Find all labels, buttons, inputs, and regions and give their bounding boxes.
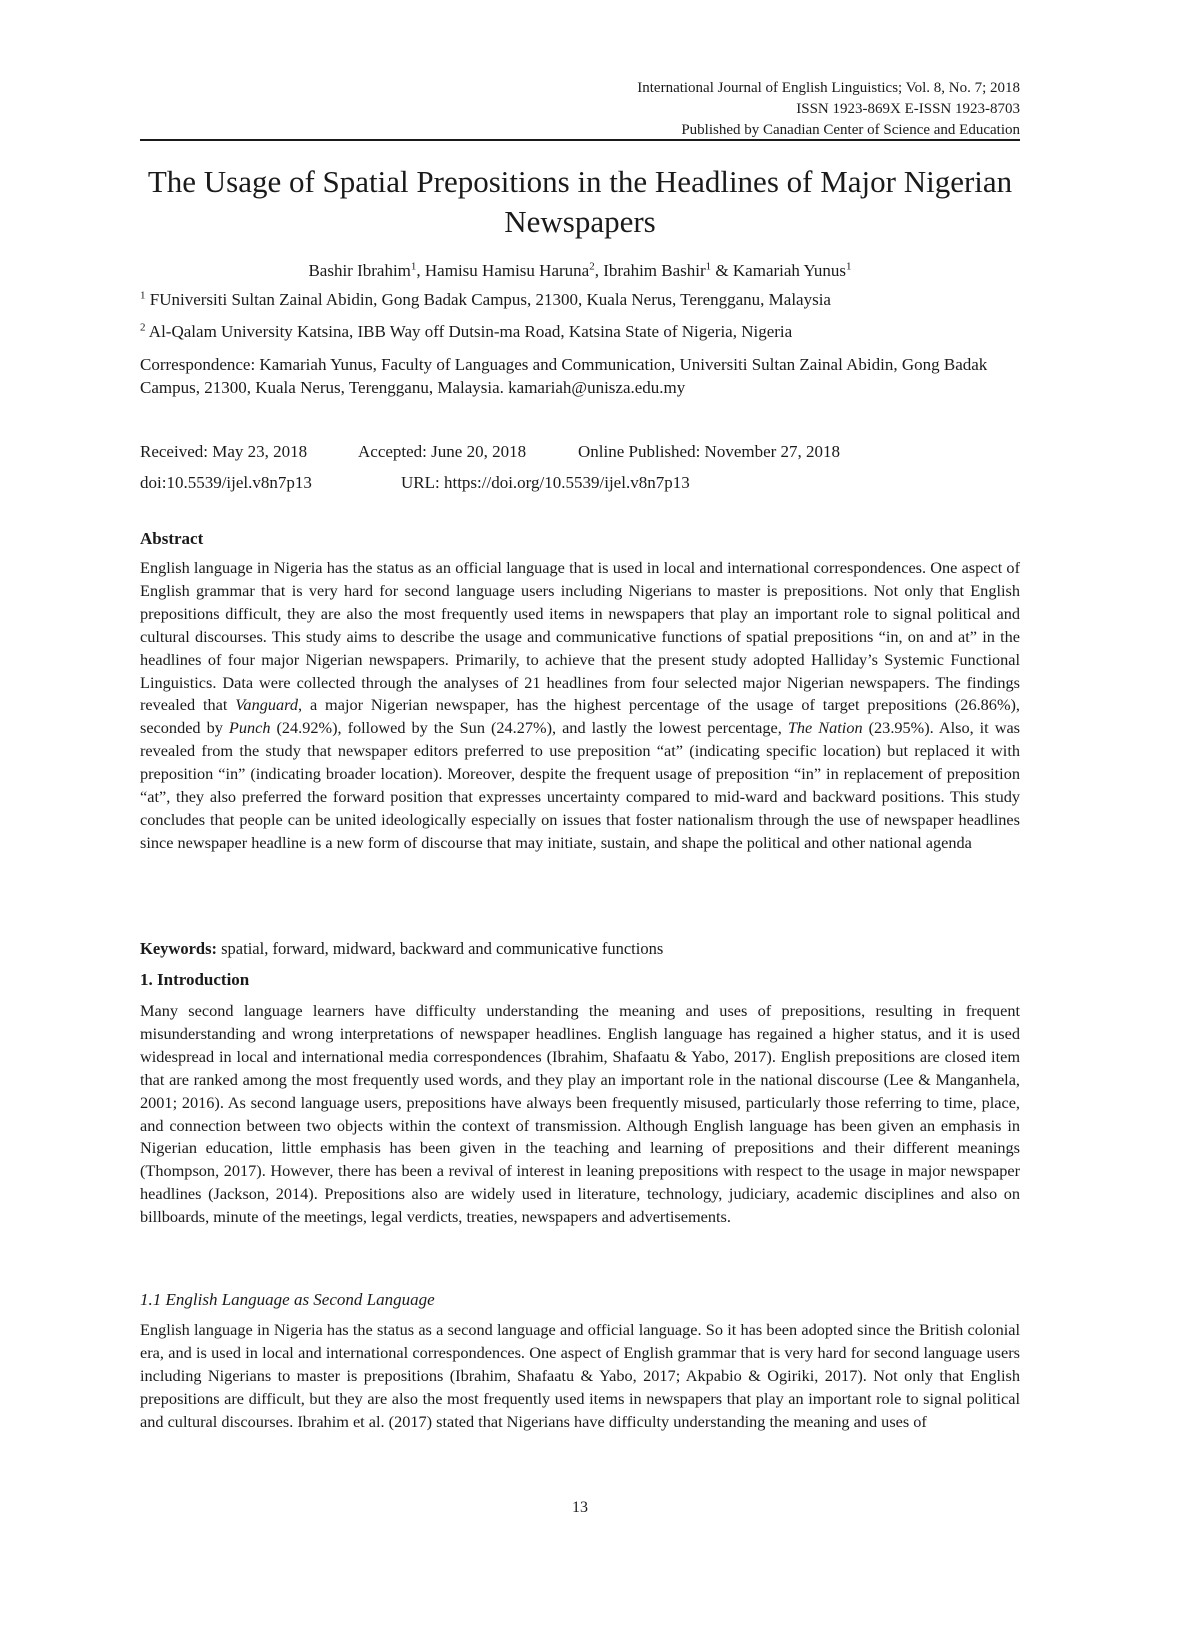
author-affil-mark: 1	[846, 260, 852, 273]
newspaper-name: Vanguard	[235, 695, 299, 715]
publication-dates	[140, 440, 1020, 464]
subsection-heading: 1.1 English Language as Second Language	[140, 1290, 435, 1309]
newspaper-name: The Nation	[787, 718, 863, 738]
abstract-text: (23.95%). Also, it was revealed from the study that newspaper editors preferred to use preposition “at” (indicating specific location) but replaced it with preposition “in” (indicating broader location). Moreover, despite the frequent usage of preposition “in” in replacement of preposition “at”, they also preferred the forward position that expresses uncertainty compared to mid-ward and backward positions. This study concludes that people can be united ideologically especially on issues that foster nationalism through the use of newspaper headlines since newspaper headline is a new form of discourse that may initiate, sustain, and shape the political and other national agenda	[140, 718, 1021, 852]
author-affil-mark: 2	[589, 260, 595, 273]
accepted-date: Accepted: June 20, 2018	[358, 442, 527, 461]
author-name: & Kamariah Yunus	[711, 261, 847, 280]
keywords-line	[140, 937, 1020, 960]
keywords-text: spatial, forward, midward, backward and communicative functions	[217, 939, 664, 958]
author-affil-mark: 1	[705, 260, 712, 273]
affiliation-text: FUniversiti Sultan Zainal Abidin, Gong Badak Campus, 21300, Kuala Nerus, Terengganu, Malaysia	[145, 290, 831, 309]
abstract-text: , a major Nigerian newspaper, has the highest percentage of the usage of target prepositions (26.86%), seconded by	[140, 695, 1020, 738]
affiliation-text: Al-Qalam University Katsina, IBB Way off Dutsin-ma Road, Katsina State of Nigeria, Nigeria	[145, 322, 793, 341]
online-date: Online Published: November 27, 2018	[578, 442, 841, 461]
affiliation-mark: 2	[140, 321, 146, 334]
correspondence: Correspondence: Kamariah Yunus, Faculty of Languages and Communication, Universiti Sultan Zainal Abidin, Gong Badak Campus, 21300, Kuala Nerus, Terengganu, Malaysia. kamariah@unisza.edu.my	[140, 355, 988, 397]
running-header	[140, 78, 1020, 141]
author-affil-mark: 1	[410, 260, 417, 273]
newspaper-name: Punch	[228, 718, 271, 738]
doi-line	[140, 471, 1020, 495]
author-name: Bashir Ibrahim	[308, 261, 411, 280]
keywords-label: Keywords:	[140, 939, 217, 958]
received-date: Received: May 23, 2018	[140, 442, 308, 461]
abstract-heading: Abstract	[140, 529, 204, 548]
issn-info: ISSN 1923-869X E-ISSN 1923-8703	[796, 101, 1020, 117]
affiliation-mark: 1	[140, 289, 146, 302]
paper-title: The Usage of Spatial Prepositions in the Headlines of Major Nigerian Newspapers	[147, 164, 1013, 239]
page-number: 13	[572, 1499, 588, 1516]
introduction-body: Many second language learners have difficulty understanding the meaning and uses of prepositions, resulting in frequent misunderstanding and wrong interpretations of newspaper headlines. English language has regained a higher status, and it is used widespread in local and international media correspondences (Ibrahim, Shafaatu & Yabo, 2017). English prepositions are closed item that are ranked among the most frequently used words, and they play an important role in the national discourse (Lee & Manganhela, 2001; 2016). As second language users, prepositions have always been frequently misused, particularly those referring to time, place, and connection between two objects within the context of transmission. Although English language has been given an emphasis in Nigerian education, little emphasis has been given in the teaching and learning of prepositions and their different meanings (Thompson, 2017). However, there has been a revival of interest in leaning prepositions with respect to the usage in major newspaper headlines (Jackson, 2014). Prepositions also are widely used in literature, technology, judiciary, academic disciplines and also on billboards, minute of the meetings, legal verdicts, treaties, newspapers and advertisements.	[140, 1001, 1020, 1227]
author-name: , Hamisu Hamisu Haruna	[416, 261, 590, 280]
abstract-text: English language in Nigeria has the status as an official language that is used in local and international correspondences. One aspect of English grammar that is very hard for second language users including Nigerians to master is prepositions. Not only that English prepositions difficult, they are also the most frequently used items in newspapers that play an important role to signal political and cultural discourses. This study aims to describe the usage and communicative functions of spatial prepositions “in, on and at” in the headlines of four major Nigerian newspapers. Primarily, to achieve that the present study adopted Halliday’s Systemic Functional Linguistics. Data were collected through the analyses of 21 headlines from four selected major Nigerian newspapers. The findings revealed that	[140, 558, 1020, 715]
header-divider	[140, 139, 1020, 141]
introduction-heading: 1. Introduction	[140, 970, 250, 989]
abstract-text: (24.92%), followed by the Sun (24.27%), and lastly the lowest percentage,	[270, 718, 788, 738]
doi-text: doi:10.5539/ijel.v8n7p13	[140, 473, 312, 492]
abstract-body	[140, 557, 1020, 855]
affiliation-2	[140, 320, 1020, 344]
author-list	[140, 259, 1020, 283]
doi-url[interactable]: URL: https://doi.org/10.5539/ijel.v8n7p13	[401, 473, 690, 492]
journal-info: International Journal of English Linguistics; Vol. 8, No. 7; 2018	[637, 80, 1020, 96]
publisher-info: Published by Canadian Center of Science and Education	[681, 122, 1020, 138]
subsection-body: English language in Nigeria has the status as a second language and official language. So it has been adopted since the British colonial era, and is used in local and international correspondences. One aspect of English grammar that is very hard for second language users including Nigerians to master is prepositions (Ibrahim, Shafaatu & Yabo, 2017; Akpabio & Ogiriki, 2017). Not only that English prepositions are difficult, but they are also the most frequently used items in newspapers that play an important role to signal political and cultural discourses. Ibrahim et al. (2017) stated that Nigerians have difficulty understanding the meaning and uses of	[140, 1320, 1020, 1431]
author-name: , Ibrahim Bashir	[594, 261, 706, 280]
affiliation-1	[140, 288, 1020, 312]
